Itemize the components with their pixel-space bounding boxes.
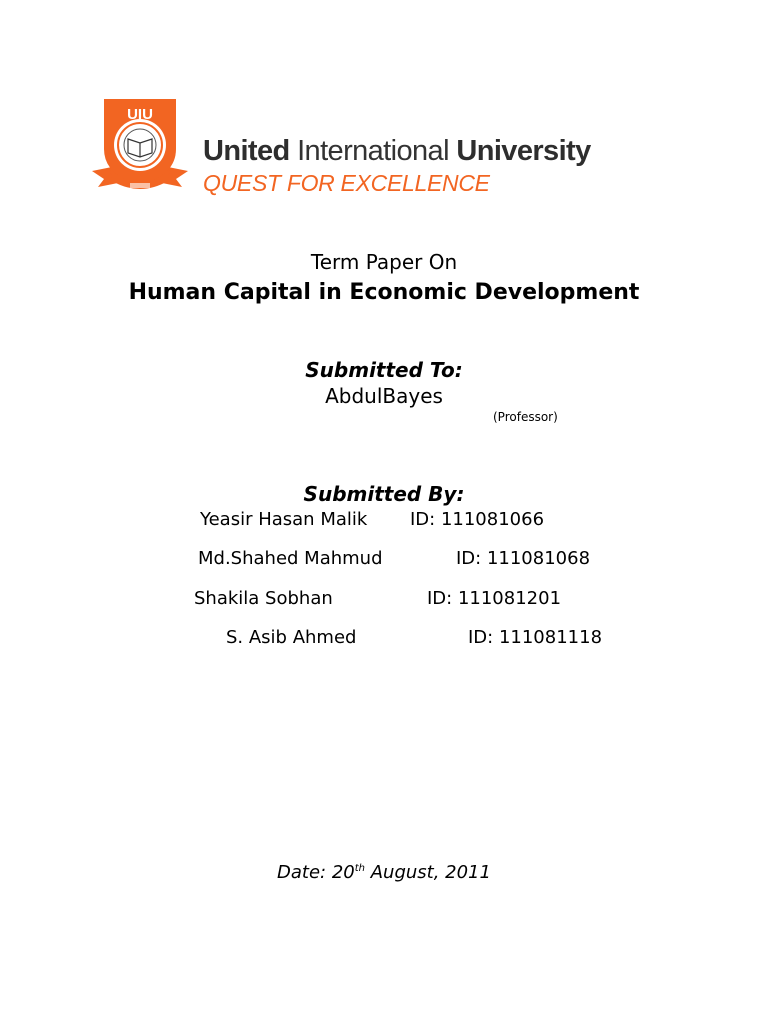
member-name: Yeasir Hasan Malik — [200, 509, 368, 530]
date-prefix: Date: 20 — [277, 862, 355, 883]
member-name: Md.Shahed Mahmud — [198, 548, 383, 569]
submitted-to-heading: Submitted To: — [305, 358, 463, 382]
member-id: ID: 111081066 — [410, 509, 545, 530]
university-name — [203, 135, 591, 168]
university-crest-icon — [90, 97, 190, 195]
university-name-bold-1: United — [203, 135, 290, 167]
submitted-to-designation: (Professor) — [493, 410, 558, 424]
member-id: ID: 111081068 — [456, 548, 591, 569]
date-suffix: August, 2011 — [365, 862, 491, 883]
member-name: S. Asib Ahmed — [226, 627, 357, 648]
term-paper-label: Term Paper On — [310, 250, 458, 274]
submitted-to-name: AbdulBayes — [325, 384, 443, 408]
member-id: ID: 111081118 — [468, 627, 603, 648]
member-id: ID: 111081201 — [427, 588, 562, 609]
university-motto: QUEST FOR EXCELLENCE — [203, 170, 490, 196]
member-name: Shakila Sobhan — [194, 588, 333, 609]
submission-date — [0, 862, 768, 883]
university-name-regular: International — [297, 135, 449, 167]
logo-badge-text: UIU — [127, 106, 153, 123]
paper-title: Human Capital in Economic Development — [128, 280, 640, 305]
submitted-by-heading: Submitted By: — [303, 482, 465, 506]
university-logo — [90, 97, 190, 195]
university-name-bold-2: University — [456, 135, 591, 167]
date-superscript: th — [354, 863, 365, 874]
